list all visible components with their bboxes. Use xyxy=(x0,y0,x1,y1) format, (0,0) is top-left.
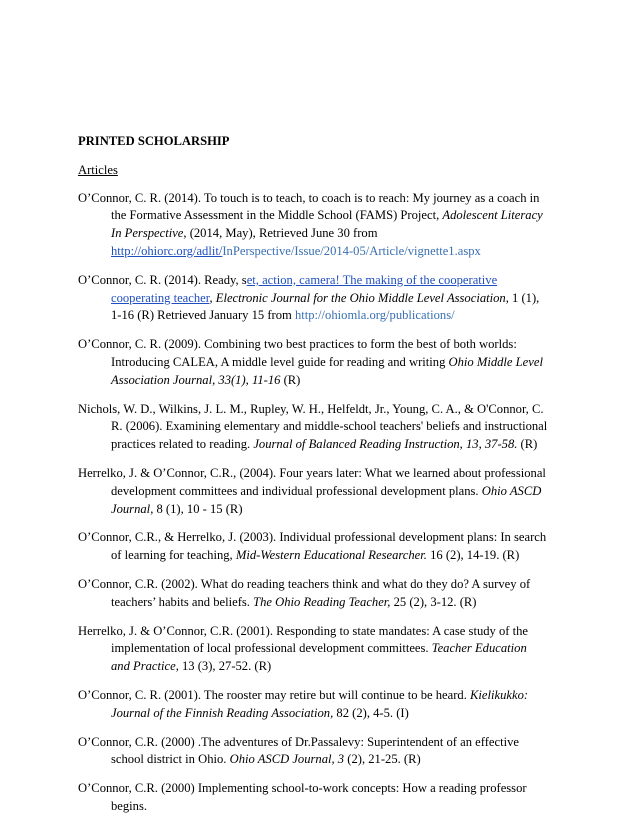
reference-item: O’Connor, C. R. (2014). To touch is to teach, to coach is to reach: My journey as a coach in the Formative Assessment in the Middle School (FAMS) Project, Adolescent Literacy In Perspective, (2014, May), Retrieved June 30 from http://ohiorc.org/adlit/InPerspective/Issue/2014-05/Article/vignette1.aspx xyxy=(78,190,543,258)
reference-link[interactable]: http://ohiomla.org/publications/ xyxy=(294,308,455,323)
journal-title: Ohio ASCD Journal xyxy=(111,483,542,516)
section-subtitle: Articles xyxy=(78,162,118,177)
journal-title: Adolescent Literacy In Perspective xyxy=(111,208,543,241)
document-page xyxy=(78,133,548,816)
reference-item: Herrelko, J. & O’Connor, C.R. (2001). Responding to state mandates: A case study of the implementation of local professional development committees. Teacher Education and Practice, 13 (3), 27-52. (R) xyxy=(78,623,529,674)
reference-item: Nichols, W. D., Wilkins, J. L. M., Rupley, W. H., Helfeldt, Jr., Young, C. A., & O'Connor, C. R. (2006). Examining elementary and middle-school teachers' beliefs and instructional practices related to reading. Journal of Balanced Reading Instruction, 13, 37-58. (R) xyxy=(78,401,548,452)
reference-link[interactable]: et, action, camera! The making of the cooperative cooperating teacher xyxy=(111,272,498,305)
journal-title: Ohio ASCD Journal, 3 xyxy=(229,752,345,767)
journal-title: Electronic Journal for the Ohio Middle Level Association xyxy=(215,290,506,305)
journal-title: Ohio Middle Level Association Journal, 33(1), 11-16 xyxy=(111,354,543,387)
reference-item: O’Connor, C.R. (2002). What do reading teachers think and what do they do? A survey of teachers’ habits and beliefs. The Ohio Reading Teacher, 25 (2), 3-12. (R) xyxy=(78,576,531,609)
reference-item: O’Connor, C. R. (2014). Ready, set, action, camera! The making of the cooperative cooperating teacher, Electronic Journal for the Ohio Middle Level Association, 1 (1), 1-16 (R) Retrieved January 15 from http://ohiomla.org/publications/ xyxy=(78,272,540,323)
section-title: PRINTED SCHOLARSHIP xyxy=(78,134,230,148)
journal-title: Kielikukko: Journal of the Finnish Reading Association, xyxy=(111,687,529,720)
reference-link[interactable]: http://ohiorc.org/adlit/ xyxy=(111,243,223,258)
reference-item: O’Connor, C. R. (2001). The rooster may retire but will continue to be heard. Kielikukko: Journal of the Finnish Reading Association, 82 (2), 4-5. (I) xyxy=(78,687,529,720)
journal-title: Mid-Western Educational Researcher. xyxy=(235,548,427,563)
journal-title: Teacher Education and Practice xyxy=(111,641,527,674)
reference-item: O’Connor, C.R. (2000) .The adventures of Dr.Passalevy: Superintendent of an effective school district in Ohio. Ohio ASCD Journal, 3 (2), 21-25. (R) xyxy=(78,734,519,767)
reference-item: O’Connor, C. R. (2009). Combining two best practices to form the best of both worlds: Introducing CALEA, A middle level guide for reading and writing Ohio Middle Level Association Journal, 33(1), 11-16 (R) xyxy=(78,337,543,387)
reference-link[interactable]: InPerspective/Issue/2014-05/Article/vignette1.aspx xyxy=(222,243,481,258)
reference-item: O’Connor, C.R. (2000) Implementing school-to-work concepts: How a reading professor begins. xyxy=(78,781,527,813)
journal-title: The Ohio Reading Teacher, xyxy=(253,594,391,609)
reference-item: Herrelko, J. & O’Connor, C.R., (2004). Four years later: What we learned about professional development committees and individual professional development plans. Ohio ASCD Journal, 8 (1), 10 - 15 (R) xyxy=(78,465,546,516)
journal-title: Journal of Balanced Reading Instruction, 13, 37-58. xyxy=(253,437,518,452)
reference-item: O’Connor, C.R., & Herrelko, J. (2003). Individual professional development plans: In search of learning for teaching, Mid-Western Educational Researcher. 16 (2), 14-19. (R) xyxy=(78,530,547,563)
